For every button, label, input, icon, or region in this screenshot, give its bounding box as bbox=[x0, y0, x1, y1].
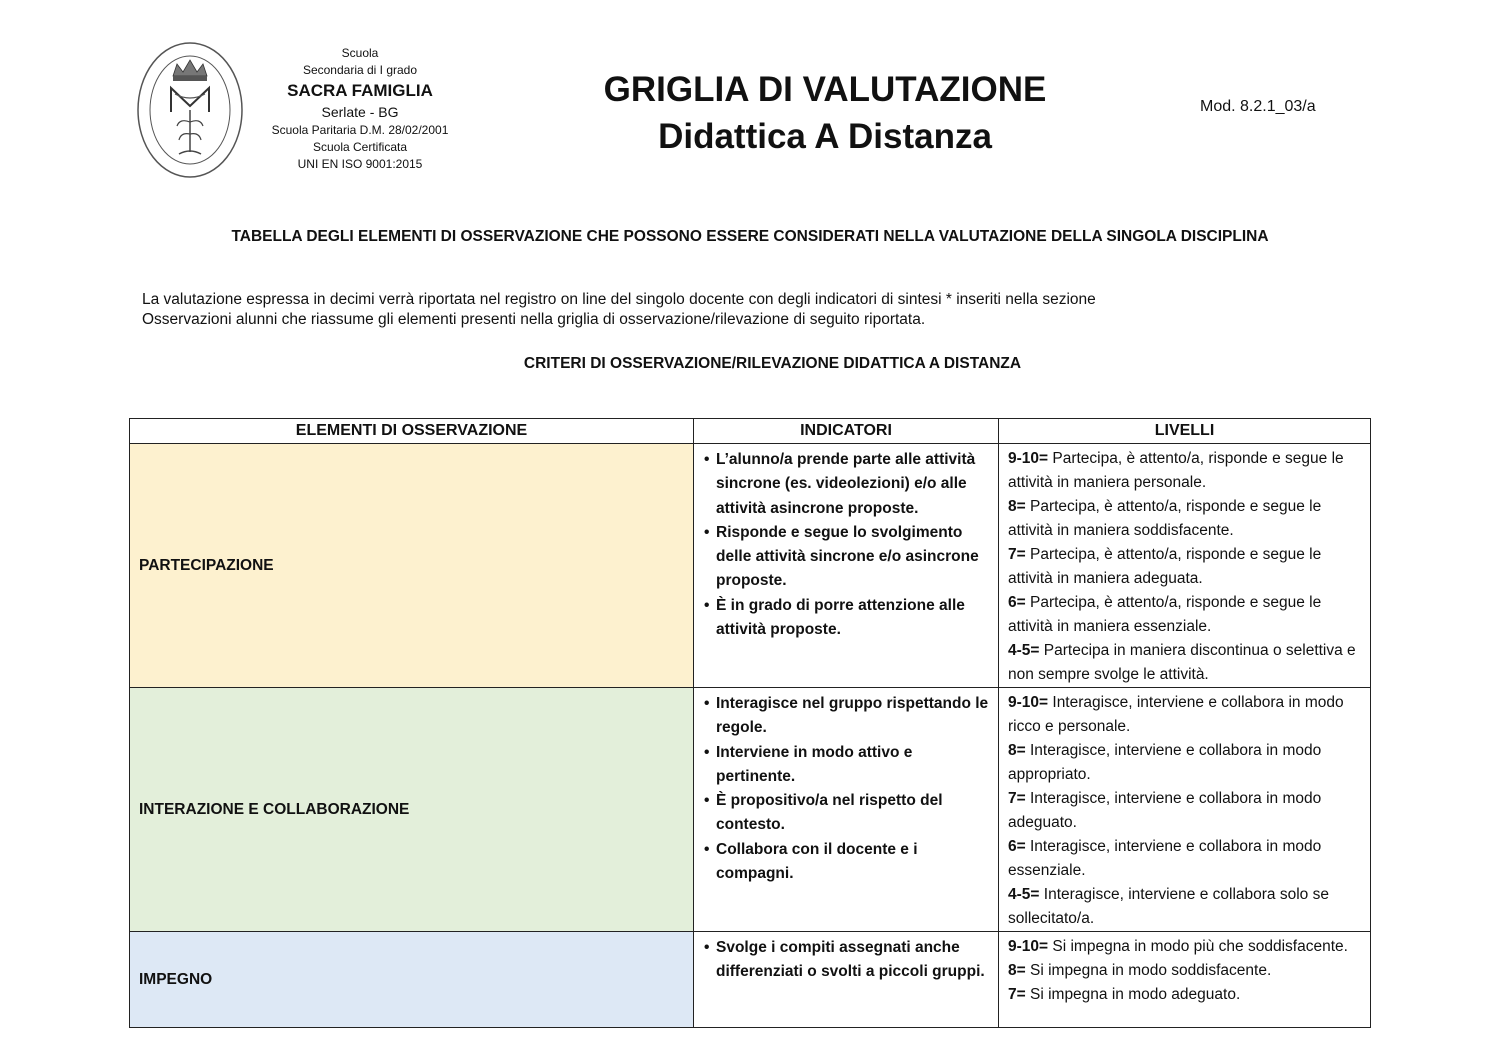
school-type: Scuola bbox=[341, 46, 379, 60]
level-description: Si impegna in modo soddisfacente. bbox=[1025, 962, 1272, 979]
level-description: Partecipa in maniera discontinua o selettiva e non sempre svolge le attività. bbox=[1008, 642, 1356, 683]
level-entry bbox=[1008, 883, 1364, 931]
title-line-2: Didattica A Distanza bbox=[658, 117, 992, 156]
level-entry bbox=[1008, 447, 1364, 495]
intro-line-2: Osservazioni alunni che riassume gli elementi presenti nella griglia di osservazione/rilevazione di seguito riportata. bbox=[142, 311, 926, 328]
level-entry bbox=[1008, 739, 1364, 787]
level-description: Interagisce, interviene e collabora in modo ricco e personale. bbox=[1008, 694, 1344, 735]
document-title bbox=[560, 66, 1090, 160]
indicators-cell bbox=[694, 932, 999, 1028]
level-entry bbox=[1008, 495, 1364, 543]
title-line-1: GRIGLIA DI VALUTAZIONE bbox=[603, 70, 1047, 109]
indicator-item: • Risponde e segue lo svolgimento delle attività sincrone e/o asincrone proposte. bbox=[716, 521, 998, 594]
level-grade: 4-5= bbox=[1008, 642, 1040, 659]
level-grade: 8= bbox=[1008, 742, 1026, 759]
indicator-item: • Interviene in modo attivo e pertinente. bbox=[716, 741, 998, 790]
level-entry bbox=[1008, 959, 1364, 983]
indicators-list bbox=[694, 448, 998, 642]
header-indicatori: INDICATORI bbox=[694, 419, 999, 444]
level-grade: 9-10= bbox=[1008, 938, 1049, 955]
indicators-cell bbox=[694, 444, 999, 688]
level-grade: 7= bbox=[1008, 546, 1026, 563]
level-description: Interagisce, interviene e collabora in modo adeguato. bbox=[1008, 790, 1322, 831]
indicators-cell bbox=[694, 688, 999, 932]
level-entry bbox=[1008, 935, 1364, 959]
level-entry bbox=[1008, 787, 1364, 835]
levels-cell bbox=[999, 688, 1371, 932]
intro-line-1: La valutazione espressa in decimi verrà riportata nel registro on line del singolo docente con degli indicatori di sintesi * inseriti nella sezione bbox=[142, 291, 1096, 308]
logo-seal-icon bbox=[135, 40, 245, 180]
intro-paragraph bbox=[142, 290, 1382, 330]
table-row bbox=[130, 688, 1371, 932]
level-entry bbox=[1008, 639, 1364, 687]
level-grade: 8= bbox=[1008, 962, 1026, 979]
level-description: Interagisce, interviene e collabora in modo essenziale. bbox=[1008, 838, 1322, 879]
levels-cell bbox=[999, 932, 1371, 1028]
level-entry bbox=[1008, 591, 1364, 639]
indicator-item: • L’alunno/a prende parte alle attività sincrone (es. videolezioni) e/o alle attività asincrone proposte. bbox=[716, 448, 998, 521]
level-description: Si impegna in modo adeguato. bbox=[1025, 986, 1241, 1003]
level-grade: 6= bbox=[1008, 594, 1026, 611]
element-cell: IMPEGNO bbox=[130, 932, 694, 1028]
indicators-list bbox=[694, 692, 998, 886]
header-elementi: ELEMENTI DI OSSERVAZIONE bbox=[130, 419, 694, 444]
levels-cell bbox=[999, 444, 1371, 688]
level-grade: 4-5= bbox=[1008, 886, 1040, 903]
level-grade: 7= bbox=[1008, 986, 1026, 1003]
level-entry bbox=[1008, 835, 1364, 883]
table-header-row bbox=[130, 419, 1371, 444]
indicator-item: • Interagisce nel gruppo rispettando le regole. bbox=[716, 692, 998, 741]
school-city: Serlate - BG bbox=[321, 104, 399, 120]
header-livelli: LIVELLI bbox=[999, 419, 1371, 444]
school-name: SACRA FAMIGLIA bbox=[287, 81, 433, 100]
table-row bbox=[130, 932, 1371, 1028]
indicators-list bbox=[694, 936, 998, 985]
level-grade: 8= bbox=[1008, 498, 1026, 515]
module-code: Mod. 8.2.1_03/a bbox=[1200, 98, 1316, 115]
section-title: TABELLA DEGLI ELEMENTI DI OSSERVAZIONE CHE POSSONO ESSERE CONSIDERATI NELLA VALUTAZIONE DELLA SINGOLA DISCIPLINA bbox=[231, 228, 1269, 245]
indicator-item: • Svolge i compiti assegnati anche differenziati o svolti a piccoli gruppi. bbox=[716, 936, 998, 985]
element-cell: INTERAZIONE E COLLABORAZIONE bbox=[130, 688, 694, 932]
level-description: Interagisce, interviene e collabora in modo appropriato. bbox=[1008, 742, 1322, 783]
level-description: Partecipa, è attento/a, risponde e segue le attività in maniera essenziale. bbox=[1008, 594, 1322, 635]
evaluation-table bbox=[129, 418, 1371, 1028]
level-description: Partecipa, è attento/a, risponde e segue le attività in maniera adeguata. bbox=[1008, 546, 1322, 587]
indicator-item: • È in grado di porre attenzione alle attività proposte. bbox=[716, 594, 998, 643]
level-description: Partecipa, è attento/a, risponde e segue le attività in maniera personale. bbox=[1008, 450, 1344, 491]
school-grade: Secondaria di I grado bbox=[302, 63, 418, 77]
school-logo bbox=[135, 40, 245, 180]
indicator-item: • È propositivo/a nel rispetto del contesto. bbox=[716, 789, 998, 838]
level-description: Partecipa, è attento/a, risponde e segue le attività in maniera soddisfacente. bbox=[1008, 498, 1322, 539]
school-info bbox=[255, 45, 465, 173]
level-description: Si impegna in modo più che soddisfacente. bbox=[1048, 938, 1348, 955]
level-entry bbox=[1008, 691, 1364, 739]
table-row bbox=[130, 444, 1371, 688]
school-certified: Scuola Certificata bbox=[312, 140, 408, 154]
level-grade: 6= bbox=[1008, 838, 1026, 855]
school-paritaria: Scuola Paritaria D.M. 28/02/2001 bbox=[271, 123, 449, 137]
indicator-item: • Collabora con il docente e i compagni. bbox=[716, 838, 998, 887]
school-iso: UNI EN ISO 9001:2015 bbox=[297, 157, 423, 171]
level-description: Interagisce, interviene e collabora solo se sollecitato/a. bbox=[1008, 886, 1329, 927]
criteria-title: CRITERI DI OSSERVAZIONE/RILEVAZIONE DIDATTICA A DISTANZA bbox=[523, 355, 1022, 372]
level-entry bbox=[1008, 983, 1364, 1007]
level-grade: 9-10= bbox=[1008, 450, 1049, 467]
level-grade: 9-10= bbox=[1008, 694, 1049, 711]
level-entry bbox=[1008, 543, 1364, 591]
level-grade: 7= bbox=[1008, 790, 1026, 807]
element-cell: PARTECIPAZIONE bbox=[130, 444, 694, 688]
